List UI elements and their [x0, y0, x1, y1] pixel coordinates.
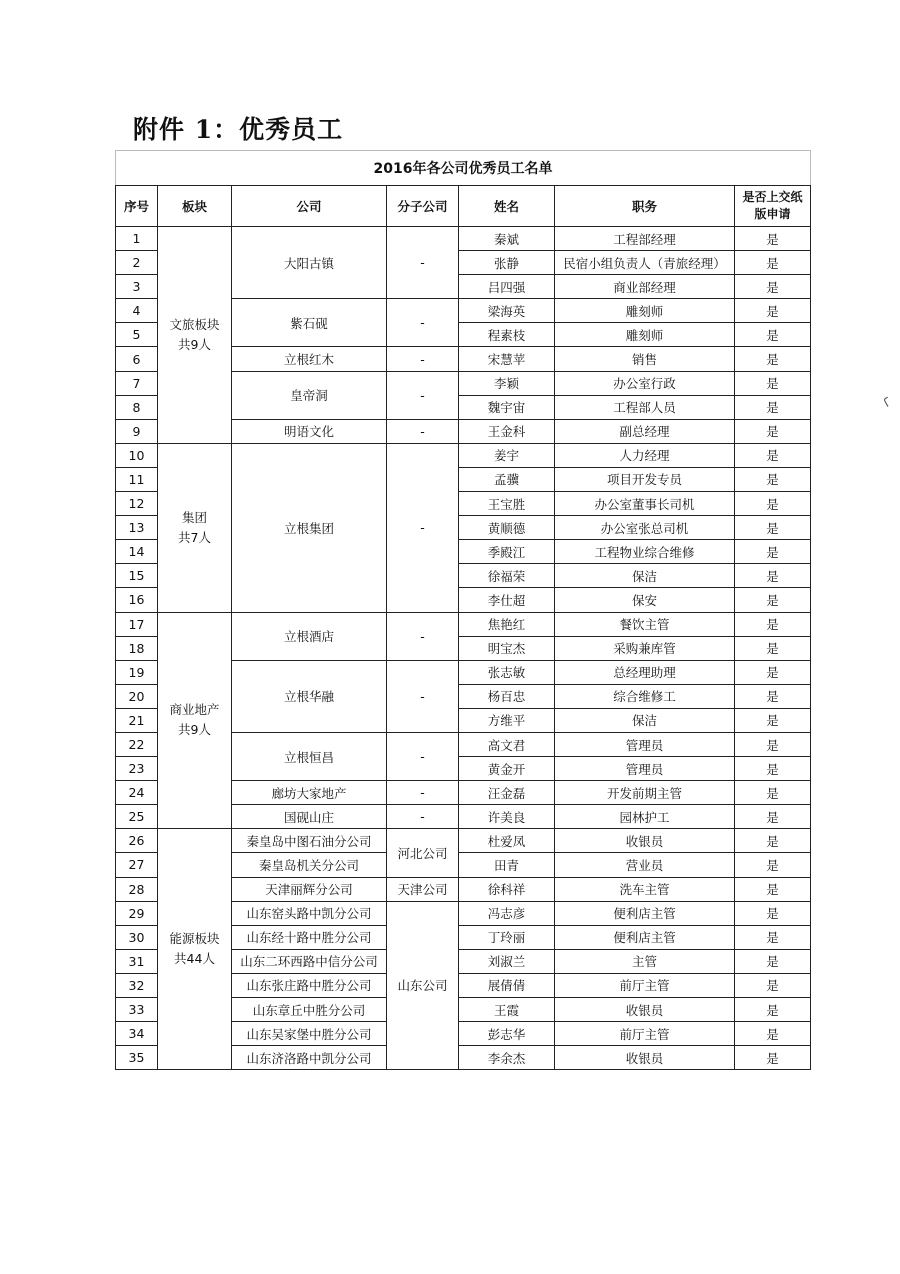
company-cell: 山东章丘中胜分公司 [232, 998, 387, 1022]
employee-name: 黄顺德 [459, 516, 555, 540]
row-number: 30 [116, 925, 158, 949]
employee-name: 李余杰 [459, 1046, 555, 1070]
row-number: 31 [116, 949, 158, 973]
employee-position: 雕刻师 [555, 323, 735, 347]
subsidiary-cell: - [387, 805, 459, 829]
segment-count: 共7人 [178, 529, 211, 545]
employee-position: 办公室行政 [555, 371, 735, 395]
paper-application-status: 是 [735, 347, 811, 371]
segment-count: 共9人 [178, 722, 211, 738]
paper-application-status: 是 [735, 998, 811, 1022]
paper-application-status: 是 [735, 973, 811, 997]
row-number: 14 [116, 540, 158, 564]
segment-cell [158, 829, 232, 1070]
paper-application-status: 是 [735, 516, 811, 540]
paper-application-status: 是 [735, 732, 811, 756]
company-cell: 山东张庄路中胜分公司 [232, 973, 387, 997]
employee-name: 秦斌 [459, 227, 555, 251]
employee-name: 明宝杰 [459, 636, 555, 660]
header-company: 公司 [232, 186, 387, 227]
company-cell: 明语文化 [232, 419, 387, 443]
row-number: 21 [116, 708, 158, 732]
employee-name: 吕四强 [459, 275, 555, 299]
table-row [116, 829, 811, 853]
employee-name: 杜爱凤 [459, 829, 555, 853]
row-number: 24 [116, 781, 158, 805]
paper-application-status: 是 [735, 925, 811, 949]
subsidiary-cell: 山东公司 [387, 901, 459, 1070]
employee-position: 民宿小组负责人（青旅经理） [555, 251, 735, 275]
segment-cell [158, 612, 232, 829]
company-cell: 秦皇岛中图石油分公司 [232, 829, 387, 853]
paper-application-status: 是 [735, 684, 811, 708]
paper-application-status: 是 [735, 588, 811, 612]
employee-position: 收银员 [555, 1046, 735, 1070]
employee-position: 销售 [555, 347, 735, 371]
row-number: 9 [116, 419, 158, 443]
segment-label: 集团 [181, 509, 207, 525]
row-number: 26 [116, 829, 158, 853]
paper-application-status: 是 [735, 636, 811, 660]
employee-name: 王霞 [459, 998, 555, 1022]
row-number: 10 [116, 443, 158, 467]
company-cell: 山东窑头路中凯分公司 [232, 901, 387, 925]
employee-position: 工程物业综合维修 [555, 540, 735, 564]
employee-position: 保洁 [555, 708, 735, 732]
employee-position: 副总经理 [555, 419, 735, 443]
paper-application-status: 是 [735, 805, 811, 829]
employee-name: 展倩倩 [459, 973, 555, 997]
paper-application-status: 是 [735, 853, 811, 877]
paper-application-status: 是 [735, 492, 811, 516]
employee-position: 开发前期主管 [555, 781, 735, 805]
row-number: 17 [116, 612, 158, 636]
paper-application-status: 是 [735, 251, 811, 275]
paper-application-status: 是 [735, 275, 811, 299]
subsidiary-cell: - [387, 612, 459, 660]
paper-application-status: 是 [735, 419, 811, 443]
subsidiary-cell: - [387, 227, 459, 299]
company-cell: 立根恒昌 [232, 732, 387, 780]
employee-name: 孟骥 [459, 467, 555, 491]
segment-label: 文旅板块 [169, 316, 220, 332]
row-number: 6 [116, 347, 158, 371]
company-cell: 紫石砚 [232, 299, 387, 347]
company-cell: 立根酒店 [232, 612, 387, 660]
paper-application-status: 是 [735, 1046, 811, 1070]
row-number: 32 [116, 973, 158, 997]
employee-position: 保安 [555, 588, 735, 612]
employee-position: 办公室张总司机 [555, 516, 735, 540]
employee-name: 徐福荣 [459, 564, 555, 588]
paper-application-status: 是 [735, 612, 811, 636]
table-body [116, 227, 811, 1070]
row-number: 3 [116, 275, 158, 299]
employee-position: 工程部经理 [555, 227, 735, 251]
employee-table [115, 150, 811, 1070]
row-number: 18 [116, 636, 158, 660]
row-number: 7 [116, 371, 158, 395]
employee-position: 总经理助理 [555, 660, 735, 684]
row-number: 8 [116, 395, 158, 419]
paper-application-status: 是 [735, 708, 811, 732]
table-row [116, 443, 811, 467]
employee-name: 黄金开 [459, 757, 555, 781]
row-number: 4 [116, 299, 158, 323]
row-number: 12 [116, 492, 158, 516]
employee-name: 李颖 [459, 371, 555, 395]
row-number: 20 [116, 684, 158, 708]
employee-name: 冯志彦 [459, 901, 555, 925]
header-position: 职务 [555, 186, 735, 227]
paper-application-status: 是 [735, 443, 811, 467]
paper-application-status: 是 [735, 540, 811, 564]
employee-position: 保洁 [555, 564, 735, 588]
paper-application-status: 是 [735, 371, 811, 395]
subsidiary-cell: - [387, 781, 459, 805]
header-subsidiary: 分子公司 [387, 186, 459, 227]
employee-position: 餐饮主管 [555, 612, 735, 636]
paper-application-status: 是 [735, 467, 811, 491]
paper-application-status: 是 [735, 660, 811, 684]
company-cell: 皇帝洞 [232, 371, 387, 419]
employee-name: 魏宇宙 [459, 395, 555, 419]
row-number: 27 [116, 853, 158, 877]
row-number: 19 [116, 660, 158, 684]
segment-label: 能源板块 [169, 931, 220, 947]
employee-position: 办公室董事长司机 [555, 492, 735, 516]
employee-name: 田青 [459, 853, 555, 877]
employee-position: 雕刻师 [555, 299, 735, 323]
employee-name: 李仕超 [459, 588, 555, 612]
employee-name: 姜宇 [459, 443, 555, 467]
paper-application-status: 是 [735, 829, 811, 853]
employee-position: 商业部经理 [555, 275, 735, 299]
employee-position: 综合维修工 [555, 684, 735, 708]
company-cell: 立根集团 [232, 443, 387, 612]
employee-name: 张静 [459, 251, 555, 275]
subsidiary-cell: 河北公司 [387, 829, 459, 877]
row-number: 13 [116, 516, 158, 540]
employee-position: 营业员 [555, 853, 735, 877]
employee-name: 汪金磊 [459, 781, 555, 805]
row-number: 29 [116, 901, 158, 925]
company-cell: 山东济洛路中凯分公司 [232, 1046, 387, 1070]
segment-count: 共9人 [178, 336, 211, 352]
subsidiary-cell: - [387, 732, 459, 780]
subsidiary-cell: - [387, 299, 459, 347]
company-cell: 立根红木 [232, 347, 387, 371]
paper-application-status: 是 [735, 949, 811, 973]
employee-name: 焦艳红 [459, 612, 555, 636]
paper-application-status: 是 [735, 323, 811, 347]
row-number: 11 [116, 467, 158, 491]
header-row [116, 186, 811, 227]
subsidiary-cell: - [387, 371, 459, 419]
paper-application-status: 是 [735, 757, 811, 781]
paper-application-status: 是 [735, 901, 811, 925]
page-heading: 附件 1：优秀员工 [133, 115, 344, 144]
employee-name: 杨百忠 [459, 684, 555, 708]
employee-position: 采购兼库管 [555, 636, 735, 660]
employee-name: 高文君 [459, 732, 555, 756]
subsidiary-cell: 天津公司 [387, 877, 459, 901]
paper-application-status: 是 [735, 877, 811, 901]
employee-position: 人力经理 [555, 443, 735, 467]
employee-name: 程素枝 [459, 323, 555, 347]
table-title: 2016年各公司优秀员工名单 [116, 151, 811, 186]
employee-position: 园林护工 [555, 805, 735, 829]
company-cell: 廊坊大家地产 [232, 781, 387, 805]
row-number: 5 [116, 323, 158, 347]
employee-position: 收银员 [555, 829, 735, 853]
paper-application-status: 是 [735, 395, 811, 419]
employee-name: 刘淑兰 [459, 949, 555, 973]
stray-mark: ╭ [876, 390, 892, 410]
employee-name: 丁玲丽 [459, 925, 555, 949]
paper-application-status: 是 [735, 1022, 811, 1046]
table-row [116, 227, 811, 251]
company-cell: 山东吴家堡中胜分公司 [232, 1022, 387, 1046]
row-number: 23 [116, 757, 158, 781]
company-cell: 大阳古镇 [232, 227, 387, 299]
employee-name: 宋慧苹 [459, 347, 555, 371]
header-apply: 是否上交纸版申请 [735, 186, 811, 227]
employee-position: 前厅主管 [555, 1022, 735, 1046]
row-number: 28 [116, 877, 158, 901]
company-cell: 山东经十路中胜分公司 [232, 925, 387, 949]
segment-cell [158, 443, 232, 612]
row-number: 2 [116, 251, 158, 275]
employee-position: 便利店主管 [555, 901, 735, 925]
row-number: 33 [116, 998, 158, 1022]
subsidiary-cell: - [387, 443, 459, 612]
row-number: 1 [116, 227, 158, 251]
subsidiary-cell: - [387, 660, 459, 732]
row-number: 35 [116, 1046, 158, 1070]
employee-name: 梁海英 [459, 299, 555, 323]
header-no: 序号 [116, 186, 158, 227]
header-segment: 板块 [158, 186, 232, 227]
company-cell: 天津丽辉分公司 [232, 877, 387, 901]
row-number: 22 [116, 732, 158, 756]
employee-name: 季殿江 [459, 540, 555, 564]
employee-position: 便利店主管 [555, 925, 735, 949]
employee-position: 洗车主管 [555, 877, 735, 901]
row-number: 25 [116, 805, 158, 829]
segment-count: 共44人 [174, 951, 215, 967]
employee-name: 张志敏 [459, 660, 555, 684]
segment-cell [158, 227, 232, 444]
company-cell: 国砚山庄 [232, 805, 387, 829]
employee-table-container [115, 150, 810, 1070]
employee-name: 王宝胜 [459, 492, 555, 516]
employee-name: 方维平 [459, 708, 555, 732]
employee-position: 工程部人员 [555, 395, 735, 419]
employee-position: 收银员 [555, 998, 735, 1022]
employee-name: 徐科祥 [459, 877, 555, 901]
employee-position: 前厅主管 [555, 973, 735, 997]
company-cell: 山东二环西路中信分公司 [232, 949, 387, 973]
company-cell: 秦皇岛机关分公司 [232, 853, 387, 877]
subsidiary-cell: - [387, 419, 459, 443]
header-name: 姓名 [459, 186, 555, 227]
subsidiary-cell: - [387, 347, 459, 371]
row-number: 15 [116, 564, 158, 588]
segment-label: 商业地产 [169, 702, 220, 718]
row-number: 16 [116, 588, 158, 612]
employee-position: 管理员 [555, 757, 735, 781]
employee-name: 彭志华 [459, 1022, 555, 1046]
row-number: 34 [116, 1022, 158, 1046]
paper-application-status: 是 [735, 564, 811, 588]
paper-application-status: 是 [735, 299, 811, 323]
paper-application-status: 是 [735, 227, 811, 251]
employee-name: 王金科 [459, 419, 555, 443]
company-cell: 立根华融 [232, 660, 387, 732]
employee-position: 管理员 [555, 732, 735, 756]
employee-position: 主管 [555, 949, 735, 973]
employee-position: 项目开发专员 [555, 467, 735, 491]
employee-name: 许美良 [459, 805, 555, 829]
paper-application-status: 是 [735, 781, 811, 805]
table-row [116, 612, 811, 636]
